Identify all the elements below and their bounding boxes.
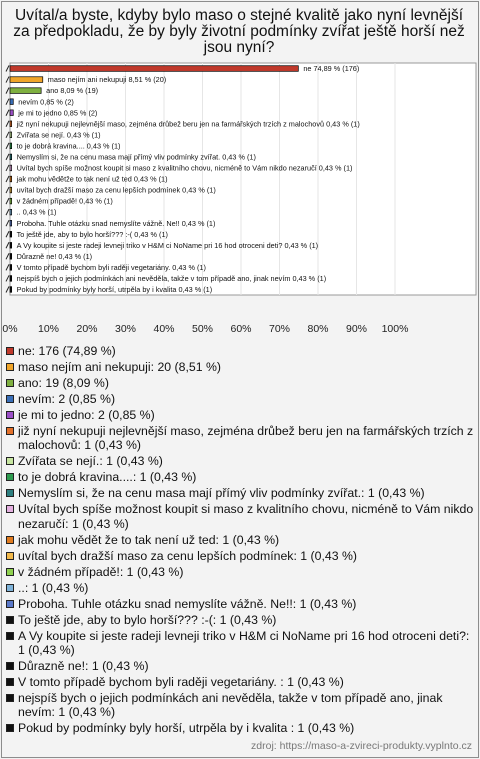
bar-15 bbox=[10, 231, 12, 237]
x-tick-label: 100% bbox=[381, 323, 409, 335]
legend-item bbox=[6, 486, 474, 500]
bar-label-5: již nyní nekupuji nejlevnější maso, zejména drůbež beru jen na farmářských trzích z malochovů 0,43 % (1) bbox=[16, 119, 360, 129]
bar-16 bbox=[10, 242, 12, 248]
legend-label: ..: 1 (0,43 %) bbox=[18, 580, 89, 595]
legend-item bbox=[6, 721, 474, 735]
legend-item bbox=[6, 502, 474, 531]
row-marker bbox=[6, 286, 9, 292]
legend-label: v žádném případě!: 1 (0,43 %) bbox=[18, 564, 184, 579]
legend-swatch bbox=[6, 724, 14, 732]
bar-label-9: Uvítal bych spíše možnost koupit si maso z kvalitního chovu, nicméně to Vám nikdo nezaručí 0,43 % (1) bbox=[16, 163, 353, 173]
legend-item bbox=[6, 376, 474, 390]
bar-label-0: ne 74,89 % (176) bbox=[303, 64, 360, 74]
legend-swatch bbox=[6, 584, 14, 592]
legend-swatch bbox=[6, 694, 14, 702]
bar-10 bbox=[10, 176, 12, 182]
legend-item bbox=[6, 344, 474, 358]
legend-item bbox=[6, 629, 474, 658]
bar-11 bbox=[10, 187, 12, 193]
bar-17 bbox=[10, 254, 12, 260]
legend-label: ano: 19 (8,09 %) bbox=[18, 375, 109, 390]
legend-label: Důrazně ne!: 1 (0,43 %) bbox=[18, 658, 149, 673]
row-marker bbox=[6, 88, 9, 94]
bar-label-19: nejspíš bych o jejich podmínkách ani nevěděla, takže v tom případě ano, jinak nevím 0,43 % (1) bbox=[16, 274, 327, 284]
legend-label: maso nejím ani nekupuji: 20 (8,51 %) bbox=[18, 359, 222, 374]
legend-label: V tomto případě bychom byli raději vegetariány. : 1 (0,43 %) bbox=[18, 674, 344, 689]
legend-item bbox=[6, 424, 474, 453]
legend bbox=[6, 344, 474, 737]
row-marker bbox=[6, 198, 9, 204]
legend-label: nevím: 2 (0,85 %) bbox=[18, 391, 116, 406]
row-marker bbox=[6, 154, 9, 160]
x-tick-label: 70% bbox=[268, 323, 291, 335]
legend-label: ne: 176 (74,89 %) bbox=[18, 344, 116, 358]
legend-swatch bbox=[6, 347, 14, 355]
bar-label-8: Nemyslím si, že na cenu masa mají přímý vliv podmínky zvířat. 0,43 % (1) bbox=[16, 152, 256, 162]
bar-0 bbox=[10, 66, 298, 72]
legend-swatch bbox=[6, 363, 14, 371]
bar-label-11: uvítal bych dražší maso za cenu lepších podmínek 0,43 % (1) bbox=[16, 185, 216, 195]
row-marker bbox=[6, 220, 9, 226]
bar-14 bbox=[10, 220, 12, 226]
legend-item bbox=[6, 470, 474, 484]
row-marker bbox=[6, 176, 9, 182]
legend-label: je mi to jedno: 2 (0,85 %) bbox=[18, 407, 155, 422]
bar-chart bbox=[0, 0, 480, 340]
legend-swatch bbox=[6, 632, 14, 640]
legend-item bbox=[6, 691, 474, 720]
legend-swatch bbox=[6, 427, 14, 435]
row-marker bbox=[6, 165, 9, 171]
bar-label-14: Proboha. Tuhle otázku snad nemyslíte vážně. Ne!! 0,43 % (1) bbox=[16, 218, 216, 228]
bar-label-6: Zvířata se nejí. 0,43 % (1) bbox=[16, 130, 101, 140]
row-marker bbox=[6, 132, 9, 138]
bar-2 bbox=[10, 88, 41, 94]
legend-swatch bbox=[6, 552, 14, 560]
legend-item bbox=[6, 565, 474, 579]
bar-7 bbox=[10, 143, 12, 149]
legend-swatch bbox=[6, 536, 14, 544]
row-marker bbox=[6, 242, 9, 248]
legend-label: Proboha. Tuhle otázku snad nemyslíte vážně. Ne!!: 1 (0,43 %) bbox=[18, 596, 357, 611]
legend-swatch bbox=[6, 662, 14, 670]
row-marker bbox=[6, 110, 9, 116]
x-tick-label: 20% bbox=[76, 323, 98, 335]
bar-label-12: v žádném případě! 0,43 % (1) bbox=[16, 196, 113, 206]
legend-item bbox=[6, 533, 474, 547]
legend-swatch bbox=[6, 379, 14, 387]
bar-label-2: ano 8,09 % (19) bbox=[46, 86, 99, 96]
legend-swatch bbox=[6, 395, 14, 403]
legend-item bbox=[6, 360, 474, 374]
bar-label-13: .. 0,43 % (1) bbox=[16, 207, 57, 217]
legend-swatch bbox=[6, 505, 14, 513]
bar-label-10: jak mohu vědětže to tak není už ted 0,43 % (1) bbox=[16, 174, 168, 184]
legend-swatch bbox=[6, 489, 14, 497]
bar-label-18: V tomto případě bychom byli raději vegetariány. 0,43 % (1) bbox=[16, 262, 206, 272]
legend-label: nejspíš bych o jejich podmínkách ani nevěděla, takže v tom případě ano, jinak nevím: 1 (0,43 %) bbox=[18, 690, 443, 720]
bar-label-17: Důrazně ne! 0,43 % (1) bbox=[16, 251, 93, 261]
bar-9 bbox=[10, 165, 12, 171]
source-note: zdroj: https://maso-a-zvireci-produkty.vyplnto.cz bbox=[251, 740, 472, 752]
legend-item bbox=[6, 597, 474, 611]
row-marker bbox=[6, 143, 9, 149]
row-marker bbox=[6, 77, 9, 83]
row-marker bbox=[6, 187, 9, 193]
legend-item bbox=[6, 675, 474, 689]
legend-item bbox=[6, 659, 474, 673]
bar-label-4: je mi to jedno 0,85 % (2) bbox=[18, 108, 98, 118]
legend-label: uvítal bych dražší maso za cenu lepších podmínek: 1 (0,43 %) bbox=[18, 548, 358, 563]
bar-label-7: to je dobrá kravina.... 0,43 % (1) bbox=[16, 141, 121, 151]
bar-label-15: To ještě jde, aby to bylo horší??? :-( 0,43 % (1) bbox=[16, 229, 168, 239]
row-marker bbox=[6, 66, 9, 72]
x-tick-label: 40% bbox=[153, 323, 175, 335]
row-marker bbox=[6, 253, 9, 259]
bar-8 bbox=[10, 154, 12, 160]
legend-swatch bbox=[6, 457, 14, 465]
legend-item bbox=[6, 549, 474, 563]
row-marker bbox=[6, 264, 9, 270]
x-tick-label: 90% bbox=[345, 323, 368, 335]
bar-13 bbox=[10, 209, 12, 215]
x-tick-label: 0% bbox=[2, 323, 18, 335]
legend-label: A Vy koupite si jeste radeji levneji triko v H&M ci NoName pri 16 hod otroceni deti?: 1 (0,43 %) bbox=[18, 628, 470, 657]
bar-1 bbox=[10, 77, 43, 83]
legend-label: již nyní nekupuji nejlevnější maso, zejména drůbež beru jen na farmářských trzích z malochovů: 1 (0,43 %) bbox=[18, 423, 474, 453]
legend-swatch bbox=[6, 678, 14, 686]
bar-5 bbox=[10, 121, 12, 127]
bar-label-20: Pokud by podmínky byly horší, utrpěla by i kvalita 0,43 % (1) bbox=[16, 285, 213, 295]
bar-12 bbox=[10, 198, 12, 204]
x-tick-label: 80% bbox=[307, 323, 329, 335]
bar-label-1: maso nejím ani nekupuji 8,51 % (20) bbox=[47, 75, 167, 85]
legend-label: Nemyslím si, že na cenu masa mají přímý vliv podmínky zvířat.: 1 (0,43 %) bbox=[18, 486, 425, 501]
legend-label: to je dobrá kravina....: 1 (0,43 %) bbox=[18, 470, 197, 485]
legend-swatch bbox=[6, 616, 14, 624]
bar-6 bbox=[10, 132, 12, 138]
legend-swatch bbox=[6, 600, 14, 608]
legend-item bbox=[6, 392, 474, 406]
bar-4 bbox=[10, 110, 13, 116]
row-marker bbox=[6, 275, 9, 281]
chart-title: Uvítal/a byste, kdyby bylo maso o stejné kvalitě jako nyní levnější za předpokladu, že by byly životní podmínky zvířat ještě horší než jsou nyní? bbox=[13, 7, 465, 56]
bar-label-3: nevím 0,85 % (2) bbox=[18, 97, 74, 107]
bar-18 bbox=[10, 265, 12, 271]
row-marker bbox=[6, 209, 9, 215]
legend-swatch bbox=[6, 411, 14, 419]
x-tick-label: 50% bbox=[191, 323, 214, 335]
row-marker bbox=[6, 121, 9, 127]
legend-item bbox=[6, 408, 474, 422]
legend-item bbox=[6, 581, 474, 595]
legend-label: Uvítal bych spíše možnost koupit si maso z kvalitního chovu, nicméně to Vám nikdo nezaručí: 1 (0,43 %) bbox=[18, 502, 474, 531]
x-tick-label: 10% bbox=[37, 323, 60, 335]
row-marker bbox=[6, 99, 9, 105]
legend-label: Pokud by podmínky byly horší, utrpěla by i kvalita : 1 (0,43 %) bbox=[18, 721, 355, 736]
legend-item bbox=[6, 454, 474, 468]
x-tick-label: 60% bbox=[230, 323, 252, 335]
legend-label: To ještě jde, aby to bylo horší??? :-(: 1 (0,43 %) bbox=[18, 612, 277, 627]
legend-swatch bbox=[6, 473, 14, 481]
x-tick-label: 30% bbox=[114, 323, 137, 335]
legend-item bbox=[6, 613, 474, 627]
legend-label: jak mohu vědět že to tak není už ted: 1 (0,43 %) bbox=[18, 532, 280, 547]
row-marker bbox=[6, 231, 9, 237]
bar-3 bbox=[10, 99, 13, 105]
bar-20 bbox=[10, 287, 12, 293]
bar-19 bbox=[10, 276, 12, 282]
legend-label: Zvířata se nejí.: 1 (0,43 %) bbox=[18, 454, 163, 469]
legend-swatch bbox=[6, 568, 14, 576]
bar-label-16: A Vy koupite si jeste radeji levneji triko v H&M ci NoName pri 16 hod otroceni deti? 0,43 % (1) bbox=[16, 240, 319, 250]
